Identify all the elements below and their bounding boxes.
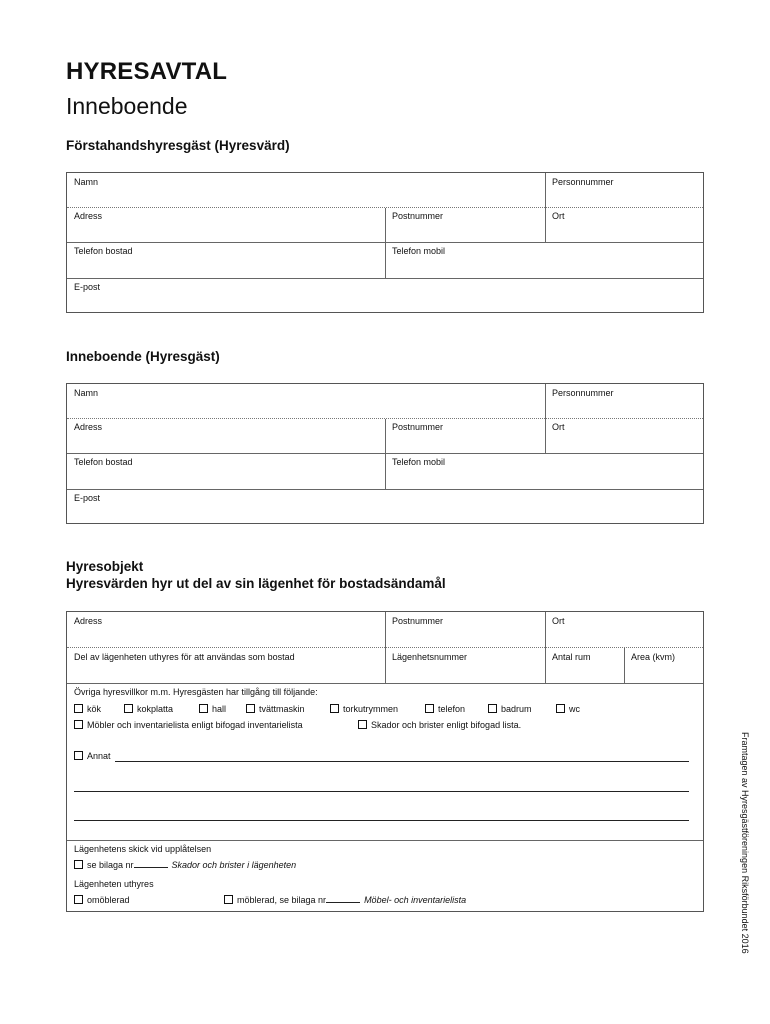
furnished-checkbox[interactable]: möblerad, se bilaga nr Möbel- och inventarielista [224,895,466,907]
landlord-phone-home-field[interactable]: Telefon bostad [74,246,133,256]
lists-row [74,720,694,732]
access-item-hotplate[interactable]: kokplatta [124,704,173,714]
tenant-phone-home-field[interactable]: Telefon bostad [74,457,133,467]
access-item-phone[interactable]: telefon [425,704,465,714]
access-item-wc[interactable]: wc [556,704,580,714]
landlord-personal-number-field[interactable]: Personnummer [552,177,614,187]
other-line-3[interactable] [74,820,689,821]
damage-list-checkbox[interactable]: Skador och brister enligt bifogad lista. [358,720,521,730]
see-appendix-checkbox[interactable]: se bilaga nr Skador och brister i lägenheten [74,860,296,872]
landlord-city-field[interactable]: Ort [552,211,565,221]
tenant-heading: Inneboende (Hyresgäst) [66,349,220,364]
landlord-heading: Förstahandshyresgäst (Hyresvärd) [66,138,290,153]
other-terms-label: Övriga hyresvillkor m.m. Hyresgästen har tillgång till följande: [74,687,318,697]
access-item-drying-room[interactable]: torkutrymmen [330,704,398,714]
area-field[interactable]: Area (kvm) [631,652,676,662]
tenant-name-field[interactable]: Namn [74,388,99,398]
checkbox-icon [74,704,83,713]
checkbox-icon [488,704,497,713]
checkbox-icon [199,704,208,713]
condition-heading: Lägenhetens skick vid upplåtelsen [74,844,212,854]
other-checkbox[interactable]: Annat [74,751,111,763]
access-item-hall[interactable]: hall [199,704,226,714]
furniture-list-checkbox[interactable]: Möbler och inventarielista enligt bifogad inventarielista [74,720,303,730]
landlord-postal-code-field[interactable]: Postnummer [392,211,444,221]
access-items-row [74,704,694,716]
damage-appendix-label: Skador och brister i lägenheten [171,860,297,870]
part-rented-field[interactable]: Del av lägenheten uthyres för att användas som bostad [74,652,295,662]
other-line-1[interactable] [115,761,689,762]
object-postal-code-field[interactable]: Postnummer [392,616,444,626]
document-title: HYRESAVTAL [66,58,228,85]
checkbox-icon [556,704,565,713]
checkbox-icon [358,720,367,729]
apartment-number-field[interactable]: Lägenhetsnummer [392,652,468,662]
object-city-field[interactable]: Ort [552,616,565,626]
checkbox-icon [124,704,133,713]
landlord-name-field[interactable]: Namn [74,177,99,187]
checkbox-icon [330,704,339,713]
tenant-city-field[interactable]: Ort [552,422,565,432]
object-address-field[interactable]: Adress [74,616,103,626]
rented-heading: Lägenheten uthyres [74,879,154,889]
furniture-appendix-label: Möbel- och inventarielista [364,895,467,905]
landlord-form [66,172,704,313]
tenant-form [66,383,704,524]
landlord-email-field[interactable]: E-post [74,282,101,292]
checkbox-icon [74,895,83,904]
side-footer-text: Framtagen av Hyresgästföreningen Riksförbundet 2016 [740,732,750,954]
object-subheading: Hyresvärden hyr ut del av sin lägenhet för bostadsändamål [66,576,446,591]
document-subtitle: Inneboende [66,93,188,119]
tenant-personal-number-field[interactable]: Personnummer [552,388,614,398]
access-item-washing-machine[interactable]: tvättmaskin [246,704,305,714]
checkbox-icon [224,895,233,904]
unfurnished-checkbox[interactable]: omöblerad [74,895,130,907]
checkbox-icon [74,720,83,729]
rooms-field[interactable]: Antal rum [552,652,591,662]
tenant-email-field[interactable]: E-post [74,493,101,503]
access-item-bathroom[interactable]: badrum [488,704,532,714]
access-item-kitchen[interactable]: kök [74,704,101,714]
checkbox-icon [246,704,255,713]
checkbox-icon [425,704,434,713]
object-form [66,611,704,912]
landlord-address-field[interactable]: Adress [74,211,103,221]
tenant-postal-code-field[interactable]: Postnummer [392,422,444,432]
landlord-phone-mobile-field[interactable]: Telefon mobil [392,246,446,256]
object-heading: Hyresobjekt [66,559,144,574]
checkbox-icon [74,860,83,869]
tenant-phone-mobile-field[interactable]: Telefon mobil [392,457,446,467]
other-line-2[interactable] [74,791,689,792]
checkbox-icon [74,751,83,760]
tenant-address-field[interactable]: Adress [74,422,103,432]
